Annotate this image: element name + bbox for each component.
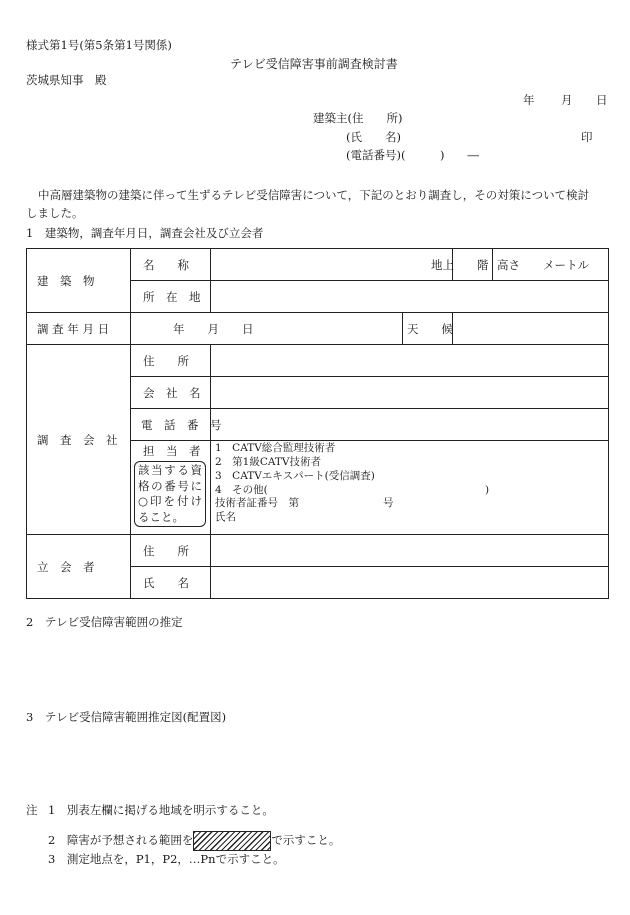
- intro-text-2: しました。: [26, 206, 84, 220]
- person-note-bracket: [134, 461, 206, 527]
- company-phone-label-cell: [131, 409, 222, 441]
- owner-phone-label: (電話番号)( ) ―: [346, 148, 479, 162]
- company-name-label: 会 社 名: [143, 385, 201, 400]
- note-3: 3 測定地点を，P1，P2，…Pnで示すこと。: [48, 852, 285, 866]
- witness-label: 立 会 者: [37, 559, 95, 574]
- survey-date-field[interactable]: [131, 313, 403, 345]
- company-label: 調 査 会 社: [37, 432, 118, 447]
- survey-date-label: 調 査 年 月 日: [37, 321, 110, 336]
- note-1: 1 別表左欄に掲げる地域を明示すること。: [48, 803, 274, 817]
- seal-mark: 印: [581, 130, 593, 144]
- certificate-number-label: 技術者証番号 第: [215, 497, 299, 510]
- person-note-line: 該当する資: [138, 463, 202, 477]
- date-year: 年: [523, 93, 535, 107]
- location-label: 所 在 地: [143, 289, 201, 304]
- company-address-label-cell: [131, 345, 211, 377]
- company-address-label: 住 所: [143, 353, 189, 368]
- weather-field[interactable]: [453, 313, 609, 345]
- building-label-cell: [27, 249, 131, 313]
- witness-name-label: 氏 名: [143, 575, 189, 590]
- company-phone-label: 電 話 番 号: [141, 417, 222, 432]
- location-label-cell: [131, 281, 211, 313]
- person-note-line: ○印を付け: [138, 494, 202, 509]
- witness-name-field[interactable]: [211, 567, 609, 599]
- qualification-item[interactable]: 1 CATV総合監理技術者: [215, 442, 336, 454]
- witness-address-label: 住 所: [143, 543, 189, 558]
- survey-date-value: 年 月 日: [173, 321, 254, 336]
- person-note-line: 格の番号に: [138, 478, 202, 493]
- witness-address-field[interactable]: [211, 535, 609, 567]
- location-field[interactable]: [211, 281, 609, 313]
- certificate-number-suffix: 号: [383, 497, 394, 510]
- witness-address-label-cell: [131, 535, 211, 567]
- date-day: 日: [596, 93, 608, 107]
- date-month: 月: [561, 93, 573, 107]
- person-label: 担 当 者: [143, 444, 201, 458]
- witness-name-label-cell: [131, 567, 211, 599]
- company-phone-field[interactable]: [211, 409, 609, 441]
- document-title: テレビ受信障害事前調査検討書: [230, 57, 398, 71]
- floors-cell[interactable]: [431, 249, 493, 281]
- witness-label-cell: [27, 535, 131, 599]
- height-cell[interactable]: [493, 249, 609, 281]
- qualification-item[interactable]: 3 CATVエキスパート(受信調査): [215, 469, 375, 482]
- qualification-item[interactable]: 2 第1級CATV技術者: [215, 455, 321, 468]
- note-2-text-b: で示すこと。: [271, 833, 341, 848]
- height-label: 高さ メートル: [497, 257, 589, 272]
- floors-label: 地上 階: [431, 257, 489, 272]
- qualification-item-other[interactable]: [215, 484, 602, 498]
- addressee: 茨城県知事 殿: [26, 73, 107, 87]
- hatched-area-swatch: [193, 831, 271, 851]
- company-label-cell: [27, 345, 131, 535]
- person-note-line: ること。: [138, 509, 184, 524]
- weather-label: 天 候: [407, 321, 453, 336]
- company-name-label-cell: [131, 377, 211, 409]
- qualification-other-label: 4 その他(: [215, 483, 268, 496]
- weather-label-cell: [403, 313, 453, 345]
- company-name-field[interactable]: [211, 377, 609, 409]
- qualification-list: [215, 441, 602, 525]
- building-label: 建 築 物: [37, 273, 95, 288]
- note-2: [48, 831, 340, 851]
- person-label-cell: [131, 441, 211, 535]
- section-1-heading: 1 建築物，調査年月日，調査会社及び立会者: [26, 226, 264, 240]
- name-label-cell: [131, 249, 211, 281]
- section-2-heading: 2 テレビ受信障害範囲の推定: [26, 615, 183, 629]
- section-3-heading: 3 テレビ受信障害範囲推定図(配置図): [26, 710, 227, 724]
- certificate-number-row[interactable]: [215, 497, 602, 511]
- form-number: 様式第1号(第5条第1号関係): [26, 38, 172, 52]
- person-name-row[interactable]: 氏名: [215, 511, 236, 524]
- notes-prefix: 注: [26, 803, 38, 817]
- owner-address-label: 建築主(住 所): [313, 111, 403, 125]
- note-2-text-a: 2 障害が予想される範囲を: [48, 833, 194, 848]
- qualification-field[interactable]: [211, 441, 609, 535]
- building-name-field[interactable]: [211, 249, 453, 281]
- intro-text: 中高層建築物の建築に伴って生ずるテレビ受信障害について，下記のとおり調査し，その対策について検討: [38, 188, 590, 202]
- qualification-other-close: ): [485, 483, 490, 496]
- owner-name-label: (氏 名): [346, 130, 401, 144]
- survey-date-label-cell: [27, 313, 131, 345]
- company-address-field[interactable]: [211, 345, 609, 377]
- building-name-label: 名 称: [143, 257, 189, 272]
- survey-table: [26, 248, 609, 599]
